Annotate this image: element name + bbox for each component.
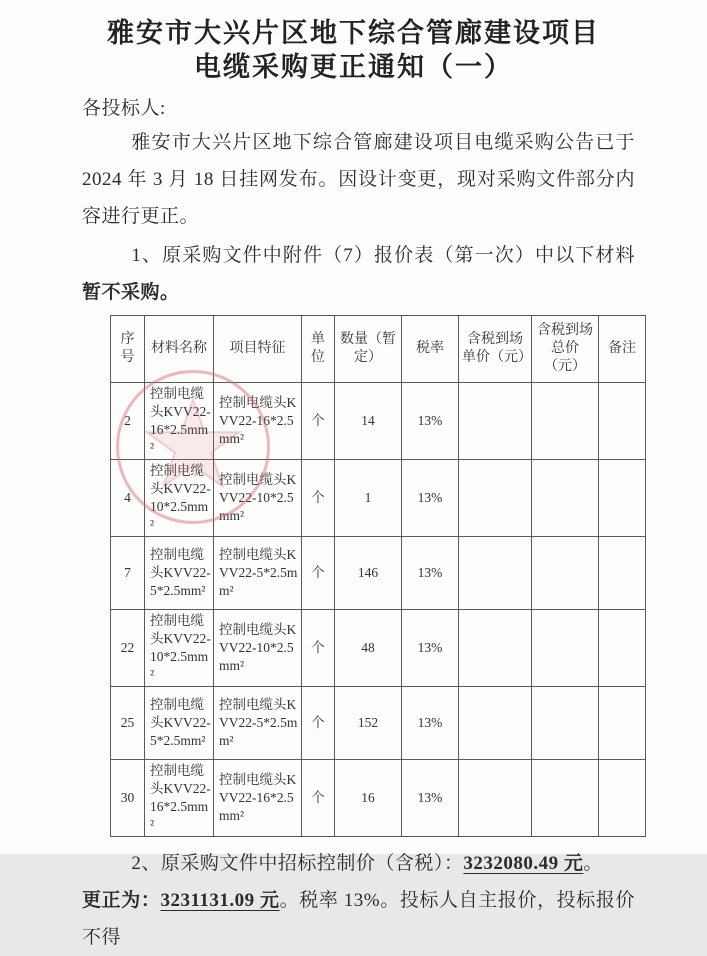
document-title-line1: 雅安市大兴片区地下综合管廊建设项目 [107,18,600,48]
item2-control-price: 3232080.49 元 [463,853,584,874]
cell-feature: 控制电缆头KVV22-5*2.5mm² [214,687,302,760]
table-header-row [111,316,646,383]
cell-material: 控制电缆头KVV22-5*2.5mm² [145,537,214,610]
cell-feature: 控制电缆头KVV22-10*2.5mm² [214,460,302,537]
cell-tax: 13% [402,760,459,837]
cell-qty: 1 [335,460,402,537]
col-header-feature: 项目特征 [214,316,302,383]
document-body [82,94,635,956]
corrected-price: 3231131.09 元 [160,890,280,911]
cell-unit: 个 [302,537,335,610]
col-header-note: 备注 [599,316,646,383]
cell-material: 控制电缆头KVV22-16*2.5mm² [145,760,214,837]
item2-text: 2、原采购文件中招标控制价（含税）： [131,853,464,874]
cell-qty: 152 [335,687,402,760]
cell-material: 控制电缆头KVV22-10*2.5mm² [145,610,214,687]
cell-note [599,687,646,760]
price-table [110,315,646,837]
cell-material: 控制电缆头KVV22-10*2.5mm² [145,460,214,537]
cell-seq: 22 [111,610,145,687]
cell-unit-price [459,537,532,610]
col-header-qty: 数量（暂定） [335,316,402,383]
cell-tax: 13% [402,383,459,460]
col-header-unit-price: 含税到场单价（元） [459,316,532,383]
cell-seq: 4 [111,460,145,537]
item2-suffix: 。 [583,853,603,874]
cell-feature: 控制电缆头KVV22-10*2.5mm² [214,610,302,687]
cell-tax: 13% [402,537,459,610]
cell-qty: 16 [335,760,402,837]
table-row [111,383,646,460]
col-header-unit: 单位 [302,316,335,383]
cell-qty: 146 [335,537,402,610]
cell-note [599,383,646,460]
table-row [111,537,646,610]
item1-paragraph [82,237,635,311]
cell-unit-price [459,687,532,760]
cell-unit-price [459,383,532,460]
col-header-total-price: 含税到场总价（元） [532,316,599,383]
cell-material: 控制电缆头KVV22-5*2.5mm² [145,687,214,760]
cell-qty: 14 [335,383,402,460]
cell-total-price [532,687,599,760]
table-row [111,460,646,537]
cell-total-price [532,610,599,687]
cell-seq: 25 [111,687,145,760]
cell-seq: 7 [111,537,145,610]
document-title [0,0,707,84]
cell-note [599,610,646,687]
cell-tax: 13% [402,460,459,537]
cell-unit: 个 [302,460,335,537]
correction-rest: 。税率 13%。投标人自主报价，投标报价不得 [82,890,636,948]
cell-feature: 控制电缆头KVV22-5*2.5mm² [214,537,302,610]
col-header-material: 材料名称 [145,316,214,383]
cell-unit: 个 [302,687,335,760]
table-row [111,687,646,760]
correction-label: 更正为： [82,890,161,911]
document-title-line2: 电缆采购更正通知（一） [194,52,513,82]
cell-tax: 13% [402,610,459,687]
cell-unit: 个 [302,610,335,687]
cell-total-price [532,460,599,537]
col-header-tax: 税率 [402,316,459,383]
cell-note [599,460,646,537]
cell-seq: 2 [111,383,145,460]
cell-total-price [532,383,599,460]
cell-seq: 30 [111,760,145,837]
col-header-seq: 序号 [111,316,145,383]
table-row [111,760,646,837]
cell-unit-price [459,760,532,837]
cell-note [599,760,646,837]
cell-note [599,537,646,610]
correction-paragraph [82,882,635,956]
item1-text: 1、原采购文件中附件（7）报价表（第一次）中以下材料 [131,245,635,266]
cell-unit-price [459,610,532,687]
cell-total-price [532,537,599,610]
cell-qty: 48 [335,610,402,687]
intro-paragraph: 雅安市大兴片区地下综合管廊建设项目电缆采购公告已于2024 年 3 月 18 日挂网发布。因设计变更，现对采购文件部分内容进行更正。 [82,132,635,227]
salutation: 各投标人: [82,98,166,119]
table-row [111,610,646,687]
cell-tax: 13% [402,687,459,760]
item1-bold-text: 暂不采购。 [82,282,180,303]
cell-unit-price [459,460,532,537]
cell-feature: 控制电缆头KVV22-16*2.5mm² [214,760,302,837]
cell-unit: 个 [302,760,335,837]
cell-feature: 控制电缆头KVV22-16*2.5mm² [214,383,302,460]
item2-paragraph [82,845,635,882]
cell-material: 控制电缆头KVV22-16*2.5mm² [145,383,214,460]
cell-unit: 个 [302,383,335,460]
cell-total-price [532,760,599,837]
